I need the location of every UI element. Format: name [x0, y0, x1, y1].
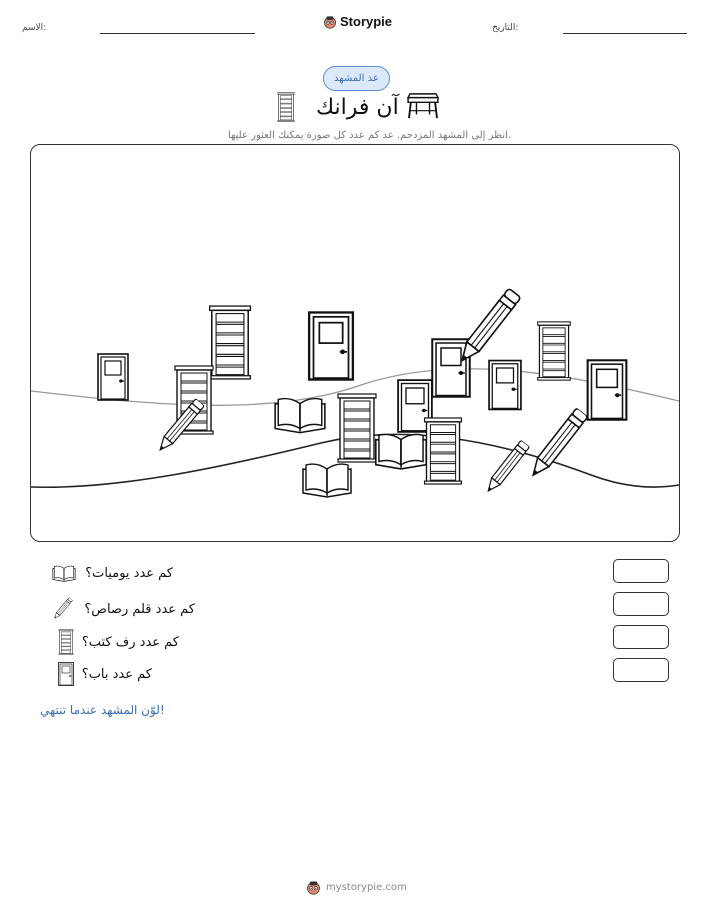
- question-text: كم عدد باب؟: [81, 666, 152, 682]
- scene-drawing: [31, 145, 679, 541]
- question-bookshelves: [58, 629, 179, 655]
- question-text: كم عدد قلم رصاص؟: [84, 601, 195, 617]
- answer-box-bookshelves[interactable]: [613, 625, 669, 649]
- door-icon: [58, 662, 74, 686]
- counting-scene: [30, 144, 680, 542]
- question-text: كم عدد رف كتب؟: [81, 634, 179, 650]
- date-line[interactable]: [563, 33, 687, 34]
- date-label: التاريخ:: [492, 23, 519, 33]
- answer-box-doors[interactable]: [613, 658, 669, 682]
- answer-box-diaries[interactable]: [613, 559, 669, 583]
- question-diaries: [51, 563, 173, 583]
- diary-icon: [51, 563, 77, 583]
- answer-box-pencils[interactable]: [613, 592, 669, 616]
- storypie-mascot-icon: [306, 880, 321, 895]
- color-instruction: لوّن المشهد عندما تنتهي!: [40, 703, 165, 717]
- name-label: الاسم:: [22, 23, 47, 33]
- pencil-icon: [50, 596, 76, 622]
- page-title: آن فرانك: [316, 95, 399, 120]
- bookshelf-icon: [58, 629, 74, 655]
- bookshelf-icon: [276, 92, 296, 122]
- activity-badge: عد المشهد: [323, 66, 390, 91]
- stool-icon: [406, 92, 440, 120]
- instructions: انظر إلى المشهد المزدحم. عد كم عدد كل صورة يمكنك العثور عليها.: [228, 130, 512, 141]
- brand-logo: [323, 14, 392, 29]
- storypie-mascot-icon: [323, 15, 337, 29]
- question-doors: [58, 662, 152, 686]
- footer-url[interactable]: mystorypie.com: [326, 882, 407, 893]
- footer: [306, 880, 407, 895]
- question-pencils: [50, 596, 195, 622]
- name-line[interactable]: [100, 33, 255, 34]
- brand-name: Storypie: [340, 14, 393, 29]
- question-text: كم عدد يوميات؟: [85, 565, 173, 581]
